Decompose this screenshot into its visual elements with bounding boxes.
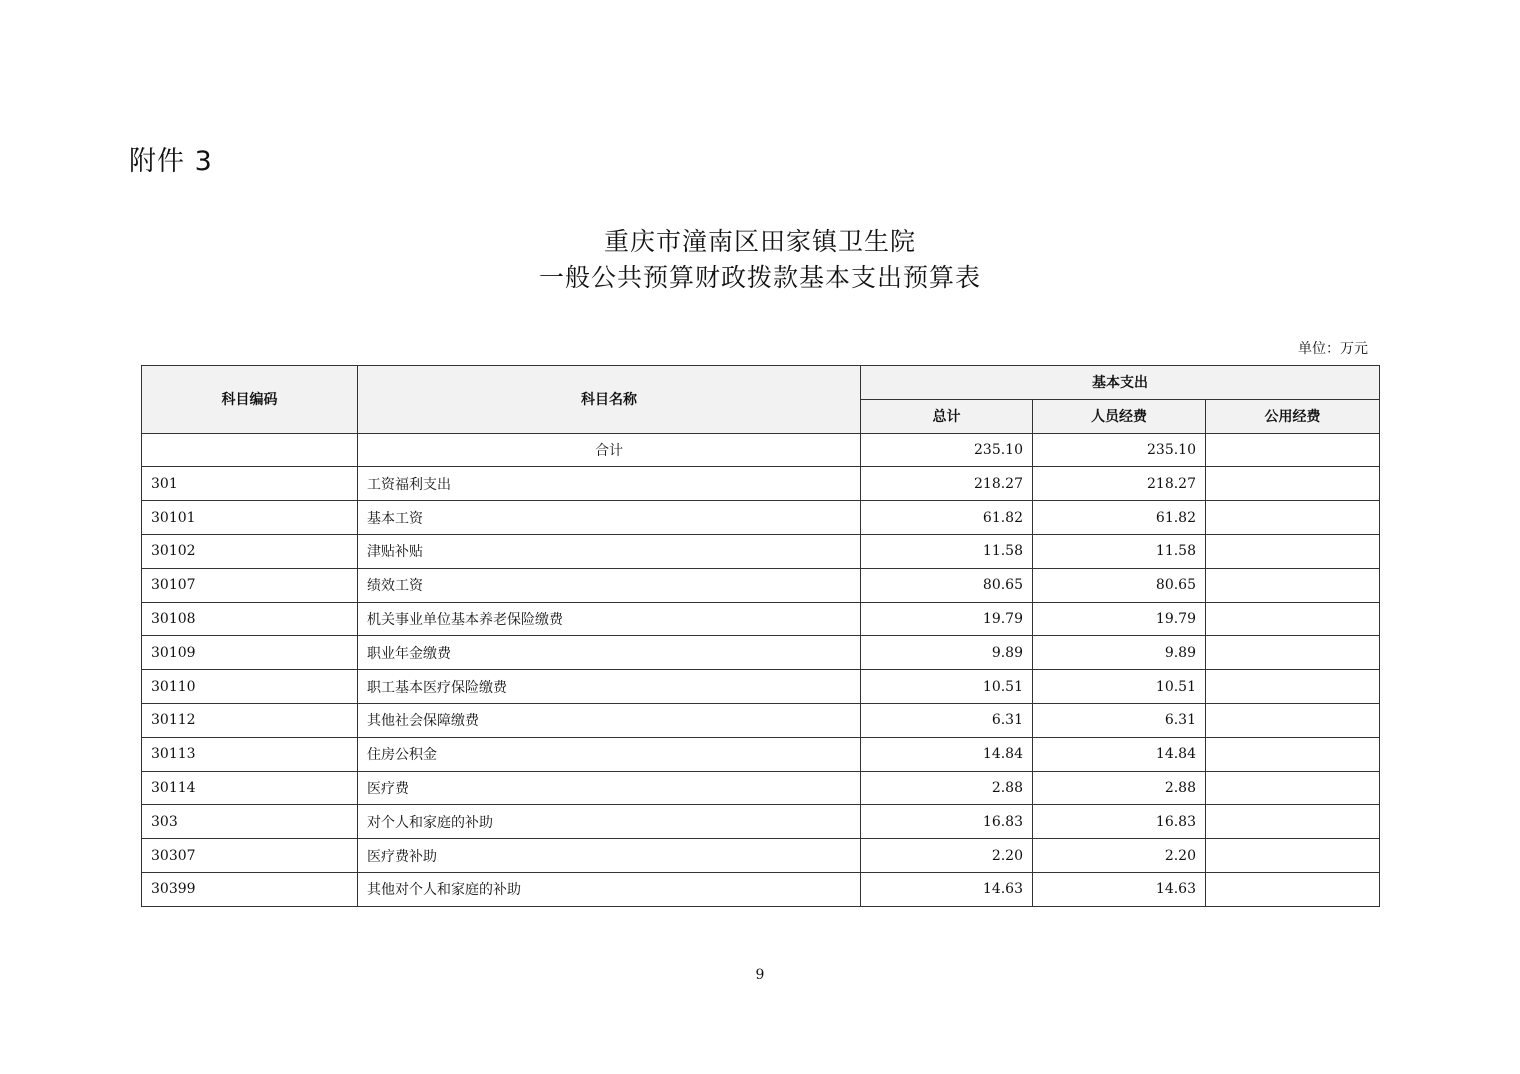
row-code: 30113 [142, 737, 358, 771]
row-code: 30107 [142, 568, 358, 602]
row-personnel: 19.79 [1033, 602, 1206, 636]
table-row-total [142, 433, 1380, 467]
row-total: 61.82 [861, 501, 1033, 535]
row-personnel: 10.51 [1033, 670, 1206, 704]
row-total: 218.27 [861, 467, 1033, 501]
row-code: 30109 [142, 636, 358, 670]
row-code [142, 433, 358, 467]
row-total: 10.51 [861, 670, 1033, 704]
row-public [1206, 805, 1380, 839]
row-personnel: 80.65 [1033, 568, 1206, 602]
row-code: 30399 [142, 872, 358, 906]
table-row [142, 805, 1380, 839]
row-personnel: 14.84 [1033, 737, 1206, 771]
row-public [1206, 703, 1380, 737]
row-total: 6.31 [861, 703, 1033, 737]
row-name: 工资福利支出 [358, 467, 861, 501]
document-title-line1: 重庆市潼南区田家镇卫生院 [603, 227, 916, 256]
row-name: 基本工资 [358, 501, 861, 535]
row-personnel: 9.89 [1033, 636, 1206, 670]
row-total: 2.20 [861, 839, 1033, 873]
header-name: 科目名称 [358, 366, 861, 434]
row-public [1206, 602, 1380, 636]
row-public [1206, 839, 1380, 873]
table-row [142, 670, 1380, 704]
row-code: 30307 [142, 839, 358, 873]
row-personnel: 2.20 [1033, 839, 1206, 873]
row-code: 30102 [142, 534, 358, 568]
row-total: 235.10 [861, 433, 1033, 467]
document-title-line2: 一般公共预算财政拨款基本支出预算表 [538, 263, 981, 292]
row-name: 合计 [358, 433, 861, 467]
row-public [1206, 501, 1380, 535]
row-name: 其他对个人和家庭的补助 [358, 872, 861, 906]
row-personnel: 14.63 [1033, 872, 1206, 906]
row-name: 其他社会保障缴费 [358, 703, 861, 737]
table-row [142, 872, 1380, 906]
row-name: 职工基本医疗保险缴费 [358, 670, 861, 704]
row-public [1206, 670, 1380, 704]
table-row [142, 467, 1380, 501]
row-personnel: 16.83 [1033, 805, 1206, 839]
row-name: 机关事业单位基本养老保险缴费 [358, 602, 861, 636]
row-name: 对个人和家庭的补助 [358, 805, 861, 839]
row-personnel: 11.58 [1033, 534, 1206, 568]
header-basic-expenditure: 基本支出 [861, 366, 1380, 400]
row-personnel: 61.82 [1033, 501, 1206, 535]
row-personnel: 218.27 [1033, 467, 1206, 501]
row-total: 16.83 [861, 805, 1033, 839]
unit-label: 单位：万元 [1298, 341, 1368, 357]
header-code: 科目编码 [142, 366, 358, 434]
row-total: 80.65 [861, 568, 1033, 602]
header-public: 公用经费 [1206, 399, 1380, 433]
row-public [1206, 636, 1380, 670]
row-total: 11.58 [861, 534, 1033, 568]
row-public [1206, 534, 1380, 568]
row-name: 职业年金缴费 [358, 636, 861, 670]
budget-table [141, 365, 1380, 907]
row-code: 30101 [142, 501, 358, 535]
row-code: 30108 [142, 602, 358, 636]
row-name: 医疗费补助 [358, 839, 861, 873]
row-total: 14.84 [861, 737, 1033, 771]
row-public [1206, 467, 1380, 501]
table-row [142, 771, 1380, 805]
row-name: 津贴补贴 [358, 534, 861, 568]
row-public [1206, 737, 1380, 771]
row-personnel: 6.31 [1033, 703, 1206, 737]
header-personnel: 人员经费 [1033, 399, 1206, 433]
row-name: 绩效工资 [358, 568, 861, 602]
table-row [142, 534, 1380, 568]
table-row [142, 737, 1380, 771]
page-number: 9 [755, 967, 765, 983]
row-public [1206, 568, 1380, 602]
row-code: 30112 [142, 703, 358, 737]
table-row [142, 568, 1380, 602]
row-total: 9.89 [861, 636, 1033, 670]
row-code: 303 [142, 805, 358, 839]
row-code: 301 [142, 467, 358, 501]
header-total: 总计 [861, 399, 1033, 433]
row-code: 30110 [142, 670, 358, 704]
row-public [1206, 872, 1380, 906]
row-public [1206, 771, 1380, 805]
row-total: 14.63 [861, 872, 1033, 906]
table-row [142, 501, 1380, 535]
table-row [142, 602, 1380, 636]
row-public [1206, 433, 1380, 467]
row-personnel: 2.88 [1033, 771, 1206, 805]
row-personnel: 235.10 [1033, 433, 1206, 467]
row-code: 30114 [142, 771, 358, 805]
row-name: 住房公积金 [358, 737, 861, 771]
row-total: 19.79 [861, 602, 1033, 636]
table-row [142, 703, 1380, 737]
row-total: 2.88 [861, 771, 1033, 805]
row-name: 医疗费 [358, 771, 861, 805]
table-row [142, 636, 1380, 670]
attachment-label: 附件 3 [129, 146, 213, 177]
table-row [142, 839, 1380, 873]
